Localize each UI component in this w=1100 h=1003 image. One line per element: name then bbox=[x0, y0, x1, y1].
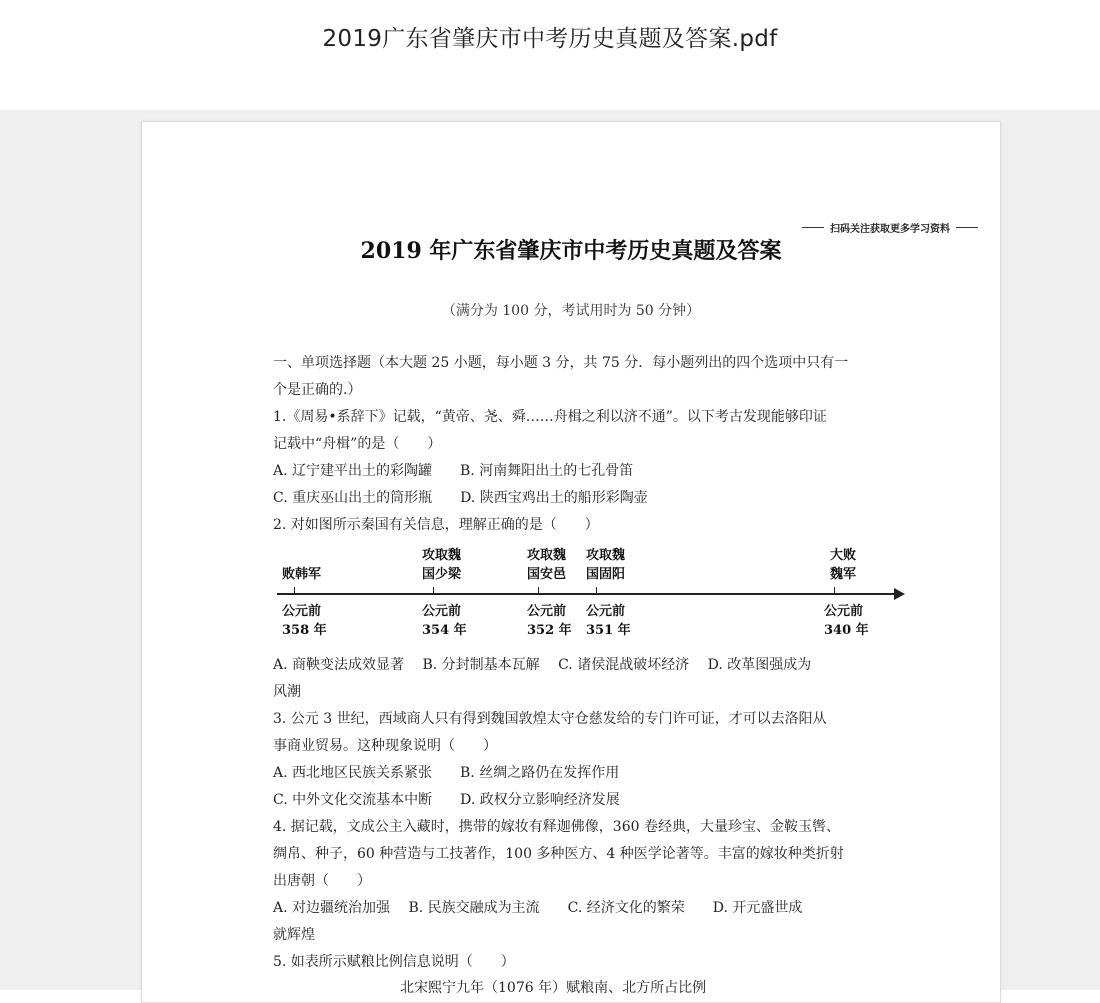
timeline-tick bbox=[294, 587, 295, 594]
text-line: 出唐朝（ ） bbox=[273, 873, 371, 889]
text-line: 2. 对如图所示秦国有关信息，理解正确的是（ ） bbox=[273, 517, 599, 533]
text-line: 风潮 bbox=[273, 684, 301, 700]
viewer-toolbar bbox=[0, 0, 1100, 110]
pdf-page bbox=[141, 121, 1001, 1003]
text-line: 一、单项选择题（本大题 25 小题，每小题 3 分，共 75 分．每小题列出的四个选项中只有一 bbox=[273, 355, 849, 371]
text-line: C. 重庆巫山出土的筒形瓶 D. 陕西宝鸡出土的船形彩陶壶 bbox=[273, 490, 648, 506]
text-line: A. 对边疆统治加强 B. 民族交融成为主流 C. 经济文化的繁荣 D. 开元盛世成 bbox=[273, 900, 803, 916]
date-label: 公元前 351 年 bbox=[586, 604, 631, 638]
timeline-axis bbox=[277, 593, 897, 595]
text-line: 绸帛、种子，60 种营造与工技著作，100 多种医方、4 种医学论著等。丰富的嫁妆种类折射 bbox=[273, 846, 844, 862]
event-label: 攻取魏 国固阳 bbox=[586, 548, 626, 582]
date-label: 公元前 340 年 bbox=[824, 604, 869, 638]
text-line: A. 西北地区民族关系紧张 B. 丝绸之路仍在发挥作用 bbox=[273, 765, 620, 781]
header-note-text: 扫码关注获取更多学习资料 bbox=[830, 224, 950, 235]
event-label: 大败 魏军 bbox=[830, 548, 857, 582]
timeline-tick bbox=[433, 587, 434, 594]
text-line: 个是正确的.） bbox=[273, 382, 362, 398]
qin-timeline bbox=[272, 540, 912, 650]
text-line: A. 商鞅变法成效显著 B. 分封制基本瓦解 C. 诸侯混战破坏经济 D. 改革图强成为 bbox=[273, 657, 812, 673]
text-line: 5. 如表所示赋粮比例信息说明（ ） bbox=[273, 954, 515, 970]
timeline-tick bbox=[834, 587, 835, 594]
text-line: 记载中“舟楫”的是（ ） bbox=[273, 436, 442, 452]
date-label: 公元前 352 年 bbox=[527, 604, 572, 638]
text-line: 3. 公元 3 世纪，西域商人只有得到魏国敦煌太守仓慈发给的专门许可证，才可以去洛阳从 bbox=[273, 711, 827, 727]
timeline-tick bbox=[538, 587, 539, 594]
text-line: 1.《周易•系辞下》记载，“黄帝、尧、舜……舟楫之利以济不通”。以下考古发现能够印证 bbox=[273, 409, 827, 425]
timeline-arrowhead bbox=[894, 588, 905, 600]
text-line: C. 中外文化交流基本中断 D. 政权分立影响经济发展 bbox=[273, 792, 620, 808]
header-dash-left bbox=[802, 227, 824, 228]
document-subtitle: （满分为 100 分，考试用时为 50 分钟） bbox=[441, 303, 701, 319]
timeline-tick bbox=[596, 587, 597, 594]
text-line: 事商业贸易。这种现象说明（ ） bbox=[273, 738, 497, 754]
date-label: 公元前 354 年 bbox=[422, 604, 467, 638]
file-title: 2019广东省肇庆市中考历史真题及答案.pdf bbox=[322, 26, 778, 52]
header-note bbox=[802, 220, 978, 235]
text-line: 就辉煌 bbox=[273, 927, 315, 943]
event-label: 败韩军 bbox=[282, 567, 322, 582]
date-label: 公元前 358 年 bbox=[282, 604, 327, 638]
table-caption: 北宋熙宁九年（1076 年）赋粮南、北方所占比例 bbox=[400, 980, 707, 996]
event-label: 攻取魏 国安邑 bbox=[527, 548, 567, 582]
text-line: 4. 据记载，文成公主入藏时，携带的嫁妆有释迦佛像，360 卷经典，大量珍宝、金鞍玉辔、 bbox=[273, 819, 840, 835]
document-title: 2019 年广东省肇庆市中考历史真题及答案 bbox=[360, 238, 782, 264]
event-label: 攻取魏 国少梁 bbox=[422, 548, 462, 582]
text-line: A. 辽宁建平出土的彩陶罐 B. 河南舞阳出土的七孔骨笛 bbox=[273, 463, 634, 479]
header-dash-right bbox=[956, 227, 978, 228]
